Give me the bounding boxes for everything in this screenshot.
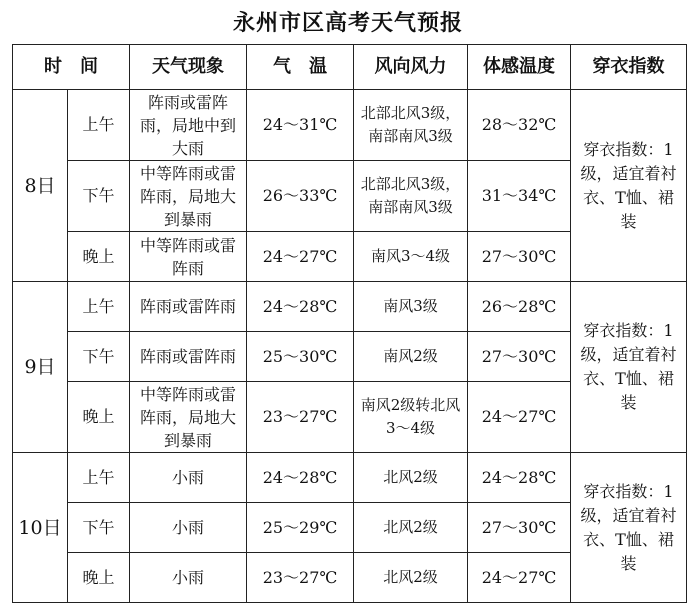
weather-forecast-table bbox=[12, 44, 687, 603]
period-label: 晚上 bbox=[68, 382, 130, 453]
header-row bbox=[13, 45, 687, 90]
wind-cell: 北风2级 bbox=[354, 553, 468, 603]
temp-cell: 26～33℃ bbox=[247, 161, 354, 232]
period-label: 下午 bbox=[68, 161, 130, 232]
feel-cell: 24～27℃ bbox=[468, 553, 571, 603]
temp-cell: 24～28℃ bbox=[247, 453, 354, 503]
period-label: 晚上 bbox=[68, 232, 130, 282]
feel-cell: 31～34℃ bbox=[468, 161, 571, 232]
header-temp: 气 温 bbox=[247, 45, 354, 90]
temp-cell: 24～31℃ bbox=[247, 90, 354, 161]
wind-cell: 南风3级 bbox=[354, 282, 468, 332]
dress-index-cell: 穿衣指数：1级，适宜着衬衣、T恤、裙装 bbox=[571, 453, 687, 603]
temp-cell: 24～27℃ bbox=[247, 232, 354, 282]
weather-cell: 中等阵雨或雷阵雨 bbox=[130, 232, 247, 282]
wind-cell: 北部北风3级，南部南风3级 bbox=[354, 90, 468, 161]
header-dress: 穿衣指数 bbox=[571, 45, 687, 90]
temp-cell: 24～28℃ bbox=[247, 282, 354, 332]
feel-cell: 27～30℃ bbox=[468, 332, 571, 382]
dress-index-cell: 穿衣指数：1级，适宜着衬衣、T恤、裙装 bbox=[571, 282, 687, 453]
feel-cell: 26～28℃ bbox=[468, 282, 571, 332]
table-row bbox=[13, 90, 687, 161]
weather-cell: 中等阵雨或雷阵雨，局地大到暴雨 bbox=[130, 382, 247, 453]
period-label: 下午 bbox=[68, 503, 130, 553]
wind-cell: 南风2级转北风3～4级 bbox=[354, 382, 468, 453]
feel-cell: 28～32℃ bbox=[468, 90, 571, 161]
weather-cell: 中等阵雨或雷阵雨，局地大到暴雨 bbox=[130, 161, 247, 232]
wind-cell: 南风3～4级 bbox=[354, 232, 468, 282]
wind-cell: 北风2级 bbox=[354, 503, 468, 553]
temp-cell: 25～30℃ bbox=[247, 332, 354, 382]
period-label: 下午 bbox=[68, 332, 130, 382]
weather-cell: 小雨 bbox=[130, 453, 247, 503]
header-wind: 风向风力 bbox=[354, 45, 468, 90]
period-label: 上午 bbox=[68, 453, 130, 503]
period-label: 上午 bbox=[68, 90, 130, 161]
table-row bbox=[13, 282, 687, 332]
header-feel: 体感温度 bbox=[468, 45, 571, 90]
weather-cell: 阵雨或雷阵雨 bbox=[130, 332, 247, 382]
feel-cell: 27～30℃ bbox=[468, 232, 571, 282]
period-label: 上午 bbox=[68, 282, 130, 332]
dress-index-cell: 穿衣指数：1级，适宜着衬衣、T恤、裙装 bbox=[571, 90, 687, 282]
table-row bbox=[13, 453, 687, 503]
period-label: 晚上 bbox=[68, 553, 130, 603]
header-time: 时 间 bbox=[13, 45, 130, 90]
feel-cell: 27～30℃ bbox=[468, 503, 571, 553]
weather-cell: 阵雨或雷阵雨 bbox=[130, 282, 247, 332]
wind-cell: 北部北风3级，南部南风3级 bbox=[354, 161, 468, 232]
wind-cell: 南风2级 bbox=[354, 332, 468, 382]
weather-cell: 阵雨或雷阵雨，局地中到大雨 bbox=[130, 90, 247, 161]
header-weather: 天气现象 bbox=[130, 45, 247, 90]
day-label: 8日 bbox=[13, 90, 68, 282]
day-label: 9日 bbox=[13, 282, 68, 453]
temp-cell: 23～27℃ bbox=[247, 553, 354, 603]
temp-cell: 23～27℃ bbox=[247, 382, 354, 453]
day-label: 10日 bbox=[13, 453, 68, 603]
temp-cell: 25～29℃ bbox=[247, 503, 354, 553]
page-title: 永州市区高考天气预报 bbox=[232, 11, 463, 36]
weather-cell: 小雨 bbox=[130, 553, 247, 603]
feel-cell: 24～27℃ bbox=[468, 382, 571, 453]
wind-cell: 北风2级 bbox=[354, 453, 468, 503]
weather-cell: 小雨 bbox=[130, 503, 247, 553]
feel-cell: 24～28℃ bbox=[468, 453, 571, 503]
